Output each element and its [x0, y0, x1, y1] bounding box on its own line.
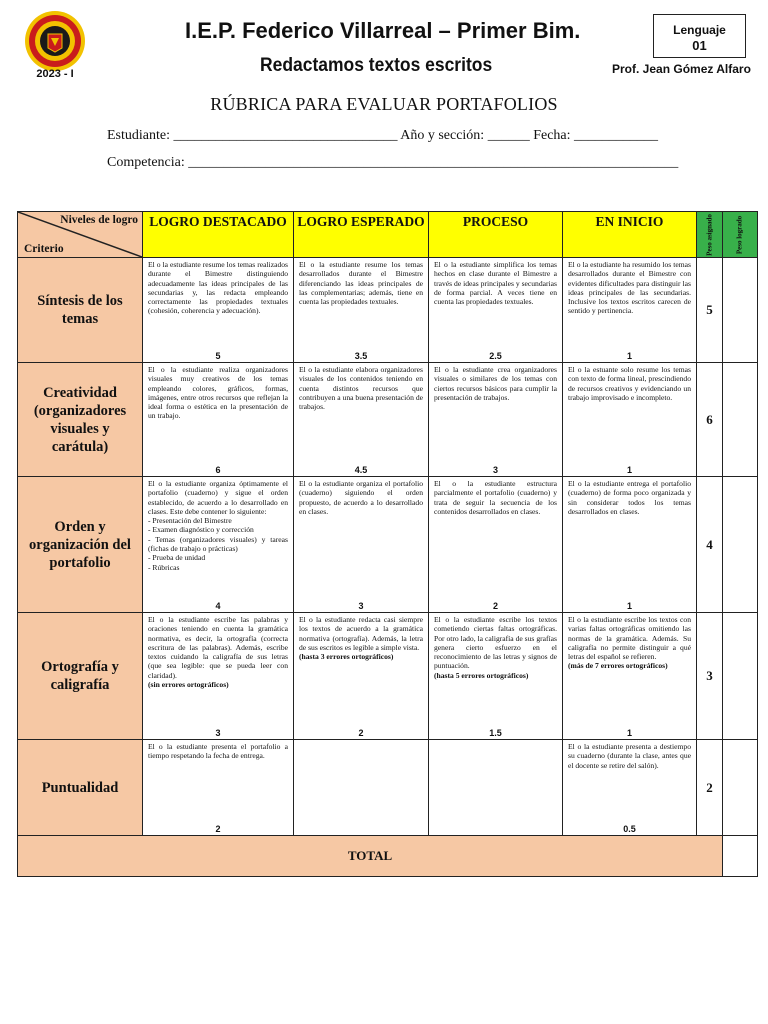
peso-logrado-cell[interactable]: [723, 477, 758, 613]
descriptor-cell: [563, 740, 697, 836]
document-title: RÚBRICA PARA EVALUAR PORTAFOLIOS: [210, 94, 558, 114]
descriptor-cell: [143, 740, 294, 836]
score-value: 1: [626, 728, 632, 738]
descriptor-cell: [563, 258, 697, 363]
criterion-cell: Síntesis de los temas: [18, 258, 143, 363]
descriptor-text: El o la estudiante entrega el portafolio (cuaderno) de forma poco organizada y sin considerar todos los temas desarrollados en clases.: [568, 479, 691, 516]
level-header: PROCESO: [429, 212, 563, 258]
score-value: 0.5: [623, 824, 636, 834]
descriptor-text: El o la estudiante crea organizadores visuales o similares de los temas con ciertos recursos básicos para cumplir la presentación de trabajos.: [434, 365, 557, 402]
descriptor-text: El o la estudiante escribe los textos con varias faltas ortográficas omitiendo las normas de la gramática. Además. Su caligrafía no permite distinguir a qué letras del español se refieren.: [568, 615, 691, 662]
levels-label: Niveles de logro: [60, 214, 138, 226]
table-row: [18, 258, 758, 363]
score-value: 6: [215, 465, 221, 475]
descriptor-text: El o la estudiante escribe las palabras y oraciones teniendo en cuenta la gramática normativa, es decir, la ortografía (correcta escritura de las palabras). Además, escribe textos cuidando la caligrafía de sus letras (que sea legible: que se pueda leer con claridad).: [148, 615, 288, 680]
competence-line: Competencia: ______________________________________________________________________: [107, 155, 679, 170]
descriptor-text: El o la estudiante elabora organizadores visuales de los contenidos teniendo en cuenta distintos recursos que contribuyen a una buena presentación de trabajos.: [299, 365, 423, 412]
error-limit: (hasta 3 errores ortográficos): [299, 652, 394, 662]
peso-logrado-cell[interactable]: [723, 740, 758, 836]
criterion-cell: Puntualidad: [18, 740, 143, 836]
descriptor-text: El o la estudiante estructura parcialmente el portafolio (cuaderno) y trata de seguir la secuencia de los contenidos desarrollados en clases.: [434, 479, 557, 516]
corner-header: [18, 212, 143, 258]
descriptor-text: El o la estudiante resume los temas realizados durante el Bimestre distinguiendo adecuadamente las ideas principales de las secundarias y, las redacta empleando correctamente las propiedades textuales (cohesión, coherencia y adecuación).: [148, 260, 288, 316]
peso-asignado-cell: 6: [697, 363, 723, 477]
total-row: [18, 836, 758, 877]
student-info-line: Estudiante: ________________________________ Año y sección: ______ Fecha: ____________: [107, 128, 659, 143]
error-limit: (sin errores ortográficos): [148, 680, 229, 690]
peso-asignado-cell: 3: [697, 613, 723, 740]
table-row: [18, 740, 758, 836]
descriptor-cell: [429, 363, 563, 477]
score-value: 3: [358, 601, 364, 611]
score-value: 1.5: [489, 728, 502, 738]
score-value: 4.5: [354, 465, 368, 475]
descriptor-text: El o la estudiante redacta casi siempre los textos de acuerdo a la gramática normativa (ortografía). Además, la letra de sus escritos es legible a simple vista.: [299, 615, 423, 652]
criteria-label: Criterio: [24, 243, 64, 255]
subject-number: 01: [692, 38, 707, 53]
peso-logrado-header: Peso logrado: [723, 212, 758, 258]
score-value: 2.5: [489, 351, 502, 361]
score-value: 1: [626, 601, 632, 611]
school-logo: [24, 10, 86, 72]
table-row: [18, 363, 758, 477]
peso-asignado-cell: 5: [697, 258, 723, 363]
peso-asignado-cell: 4: [697, 477, 723, 613]
descriptor-cell: [429, 258, 563, 363]
descriptor-text: El o la estudiante ha resumido los temas desarrollados durante el Bimestre con evidentes dificultades para distinguir las ideas principales de las secundarias. Inclusive los textos escritos carecen de sentido y pertinencia.: [568, 260, 691, 316]
table-row: [18, 613, 758, 740]
descriptor-text: El o la estudiante resume los temas desarrollados durante el Bimestre diferenciando las ideas principales de las complementarias; además, tiene en cuenta las propiedades textuales.: [299, 260, 423, 307]
score-value: 4: [215, 601, 221, 611]
descriptor-cell: [143, 258, 294, 363]
descriptor-cell: [429, 477, 563, 613]
descriptor-cell: [294, 258, 429, 363]
peso-asignado-header: Peso asignado: [697, 212, 723, 258]
rubric-body: [18, 258, 758, 877]
unit-title: Redactamos textos escritos: [260, 55, 493, 76]
descriptor-cell: [143, 477, 294, 613]
score-value: 3: [215, 728, 221, 738]
teacher-name: Prof. Jean Gómez Alfaro: [612, 62, 751, 76]
descriptor-cell: [294, 613, 429, 740]
subject-label: Lenguaje: [673, 23, 726, 37]
year-label: 2023 - I: [36, 68, 74, 80]
descriptor-cell: [563, 477, 697, 613]
descriptor-cell: [429, 740, 563, 836]
criterion-cell: Orden y organización del portafolio: [18, 477, 143, 613]
descriptor-cell: [294, 740, 429, 836]
descriptor-cell: [563, 363, 697, 477]
score-value: 2: [215, 824, 221, 834]
score-value: 2: [358, 728, 364, 738]
descriptor-cell: [294, 477, 429, 613]
level-header: LOGRO DESTACADO: [143, 212, 294, 258]
score-value: 1: [626, 465, 632, 475]
level-header: LOGRO ESPERADO: [294, 212, 429, 258]
error-limit: (más de 7 errores ortográficos): [568, 661, 668, 671]
descriptor-cell: [429, 613, 563, 740]
header-row: [18, 212, 758, 258]
school-title: I.E.P. Federico Villarreal – Primer Bim.: [185, 18, 581, 43]
level-header: EN INICIO: [563, 212, 697, 258]
rubric-table: [17, 211, 758, 877]
subject-box: [653, 14, 746, 58]
descriptor-text: El o la estudiante organiza óptimamente el portafolio (cuaderno) y sigue el orden establecido, de acuerdo a lo desarrollado en clases. Este debe contener lo siguiente: - Presentación del Bimestre - Examen diagnóstico y corrección - Temas (organizadores visuales) y tareas (fichas de trabajo o prácticas) - Prueba de unidad - Rúbricas: [148, 479, 288, 572]
descriptor-text: El o la estudiante presenta a destiempo su cuaderno (durante la clase, antes que el docente se retire del salón).: [568, 742, 691, 770]
peso-logrado-cell[interactable]: [723, 363, 758, 477]
descriptor-text: El o la estudiante presenta el portafolio a tiempo respetando la fecha de entrega.: [148, 742, 288, 761]
table-row: [18, 477, 758, 613]
score-value: 1: [626, 351, 632, 361]
criterion-cell: Creatividad (organizadores visuales y carátula): [18, 363, 143, 477]
score-value: 2: [492, 601, 498, 611]
descriptor-text: El o la estudiante escribe los textos cometiendo ciertas faltas ortográficas. Por otro lado, la caligrafía de sus grafías genera cierto esfuerzo en el reconocimiento de las letras y signos de puntuación.: [434, 615, 557, 671]
peso-asignado-cell: 2: [697, 740, 723, 836]
descriptor-text: El o la estudiante realiza organizadores visuales muy creativos de los temas empleando colores, gráficos, formas, imágenes, entre otros recursos que reflejan la ideal forma o estética en la presentación de un trabajo.: [148, 365, 288, 421]
total-value-cell[interactable]: [723, 836, 758, 877]
descriptor-cell: [143, 363, 294, 477]
score-value: 3: [492, 465, 498, 475]
peso-logrado-cell[interactable]: [723, 613, 758, 740]
descriptor-cell: [294, 363, 429, 477]
score-value: 3.5: [354, 351, 368, 361]
criterion-cell: Ortografía y caligrafía: [18, 613, 143, 740]
descriptor-text: El o la estudiante organiza el portafolio (cuaderno) siguiendo el orden propuesto, de acuerdo a lo desarrollado en clases.: [299, 479, 423, 516]
descriptor-text: El o la estuante solo resume los temas con texto de forma lineal, prescindiendo de recursos creativos y evidenciando un trabajo improvisado e incompleto.: [568, 365, 691, 402]
total-label: TOTAL: [18, 836, 723, 877]
descriptor-cell: [143, 613, 294, 740]
score-value: 5: [215, 351, 221, 361]
descriptor-cell: [563, 613, 697, 740]
descriptor-text: El o la estudiante simplifica los temas hechos en clase durante el Bimestre a través de ideas principales y secundarias de forma parcial. A veces tiene en cuenta las propiedades textuales.: [434, 260, 557, 307]
error-limit: (hasta 5 errores ortográficos): [434, 670, 529, 680]
peso-logrado-cell[interactable]: [723, 258, 758, 363]
